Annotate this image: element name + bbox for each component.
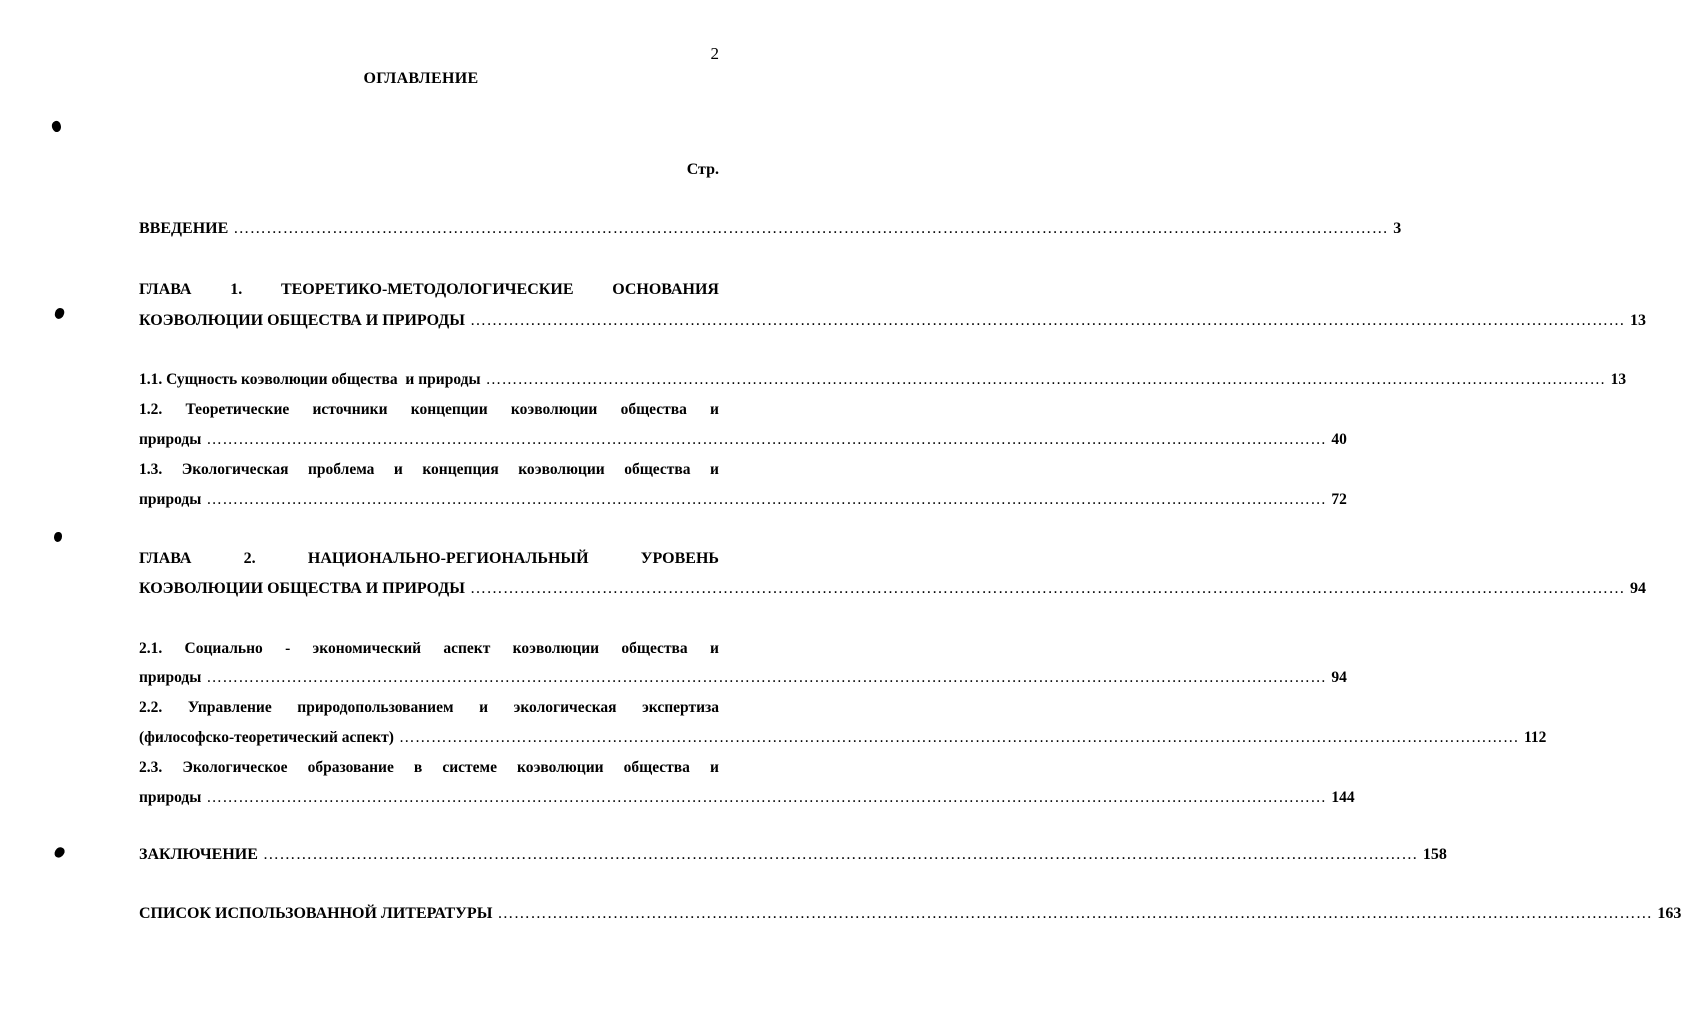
toc-leader-dots: ………………………………………………………………………………………………………………………………………………………………………………………… <box>469 580 1625 597</box>
page-title: ОГЛАВЛЕНИЕ <box>363 70 479 87</box>
word: Экологическое <box>182 759 288 776</box>
word: коэволюции <box>510 401 598 418</box>
toc-chapter1-title-line1[interactable] <box>139 281 719 303</box>
toc-page-number: 13 <box>1610 371 1627 388</box>
toc-section-1-3-line2[interactable] <box>139 491 1347 513</box>
word: общества <box>620 401 687 418</box>
word: и <box>393 461 403 478</box>
word: Теоретические <box>185 401 290 418</box>
toc-leader-dots: ………………………………………………………………………………………………………………………………………………………………………………………… <box>206 491 1327 508</box>
binding-hole-mark <box>54 307 66 320</box>
toc-page-number: 72 <box>1331 491 1347 508</box>
word: и <box>709 759 719 776</box>
toc-page-number: 13 <box>1629 312 1646 329</box>
toc-section-1-3-line1[interactable] <box>139 461 719 483</box>
toc-section-1-2-line2[interactable] <box>139 431 1347 453</box>
toc-entry-label: СПИСОК ИСПОЛЬЗОВАННОЙ ЛИТЕРАТУРЫ <box>139 905 493 922</box>
word: 1.3. <box>139 461 163 478</box>
word: проблема <box>307 461 375 478</box>
toc-page-number: 94 <box>1331 669 1347 686</box>
word: образование <box>307 759 394 776</box>
toc-section-1-2-line1[interactable] <box>139 401 719 423</box>
toc-entry-label: природы <box>139 491 202 508</box>
word: 1.2. <box>139 401 163 418</box>
word: 2.3. <box>139 759 163 776</box>
word: и <box>709 640 719 657</box>
toc-leader-dots: ………………………………………………………………………………………………………………………………………………………………………………………… <box>469 312 1625 329</box>
toc-entry-intro[interactable] <box>139 220 1402 242</box>
word: Управление <box>187 699 272 716</box>
toc-section-2-3-line2[interactable] <box>139 789 1355 811</box>
toc-chapter2-title-line1[interactable] <box>139 550 719 572</box>
toc-section-2-1-line1[interactable] <box>139 640 719 662</box>
word: и <box>710 401 719 418</box>
toc-section-2-3-line1[interactable] <box>139 759 719 781</box>
toc-leader-dots: ………………………………………………………………………………………………………………………………………………………………………………………… <box>206 789 1327 806</box>
word: концепция <box>422 461 499 478</box>
word: 2.1. <box>139 640 163 657</box>
toc-entry-label: 1.1. Сущность коэволюции общества и природы <box>139 371 481 388</box>
word: Социально <box>184 640 263 657</box>
binding-hole-mark <box>50 120 62 133</box>
toc-entry-label: КОЭВОЛЮЦИИ ОБЩЕСТВА И ПРИРОДЫ <box>139 312 465 329</box>
toc-section-2-1-line2[interactable] <box>139 669 1347 691</box>
toc-entry-conclusion[interactable] <box>139 846 1447 868</box>
word: УРОВЕНЬ <box>640 550 719 567</box>
toc-page-number: 144 <box>1331 789 1355 806</box>
word: 2. <box>243 550 256 567</box>
word: ТЕОРЕТИКО-МЕТОДОЛОГИЧЕСКИЕ <box>280 281 574 298</box>
toc-page-number: 158 <box>1422 846 1447 863</box>
toc-section-2-2-line1[interactable] <box>139 699 719 721</box>
toc-chapter1-title-line2[interactable] <box>139 312 1646 334</box>
toc-leader-dots: ………………………………………………………………………………………………………………………………………………………………………………………… <box>497 905 1653 922</box>
toc-page-number: 112 <box>1523 729 1547 746</box>
word: экономический <box>312 640 422 657</box>
word: природопользованием <box>297 699 454 716</box>
word: ОСНОВАНИЯ <box>612 281 719 298</box>
word: 1. <box>230 281 243 298</box>
word: в <box>413 759 423 776</box>
toc-page-number: 94 <box>1629 580 1646 597</box>
word: экспертиза <box>642 699 719 716</box>
word: концепции <box>410 401 488 418</box>
toc-entry-label: природы <box>139 669 202 686</box>
toc-leader-dots: ………………………………………………………………………………………………………………………………………………………………………………………… <box>206 431 1327 448</box>
word: системе <box>442 759 497 776</box>
word: ГЛАВА <box>139 281 192 298</box>
toc-section-2-2-line2[interactable] <box>139 729 1547 751</box>
word: - <box>285 640 291 657</box>
word: общества <box>624 461 691 478</box>
toc-leader-dots: ………………………………………………………………………………………………………………………………………………………………………………………… <box>206 669 1327 686</box>
toc-leader-dots: ………………………………………………………………………………………………………………………………………………………………………………………… <box>233 220 1389 237</box>
word: коэволюции <box>517 759 604 776</box>
word: и <box>479 699 489 716</box>
toc-section-1-1[interactable] <box>139 371 1627 393</box>
toc-page-number: 40 <box>1331 431 1347 448</box>
word: НАЦИОНАЛЬНО-РЕГИОНАЛЬНЫЙ <box>307 550 589 567</box>
word: и <box>709 461 719 478</box>
toc-entry-label: (философско-теоретический аспект) <box>139 729 394 746</box>
toc-entry-label: ВВЕДЕНИЕ <box>139 220 229 237</box>
binding-hole-mark <box>54 532 62 542</box>
word: аспект <box>443 640 491 657</box>
page-column-label: Стр. <box>686 161 719 178</box>
word: общества <box>623 759 690 776</box>
toc-chapter2-title-line2[interactable] <box>139 580 1646 602</box>
word: общества <box>621 640 688 657</box>
toc-page-number: 3 <box>1393 220 1402 237</box>
word: ГЛАВА <box>139 550 192 567</box>
toc-entry-references[interactable] <box>139 905 1681 927</box>
word: экологическая <box>513 699 617 716</box>
word: коэволюции <box>512 640 600 657</box>
toc-page-number: 163 <box>1657 905 1681 922</box>
toc-entry-label: природы <box>139 431 202 448</box>
word: коэволюции <box>518 461 605 478</box>
toc-entry-label: КОЭВОЛЮЦИИ ОБЩЕСТВА И ПРИРОДЫ <box>139 580 465 597</box>
toc-leader-dots: ………………………………………………………………………………………………………………………………………………………………………………………… <box>485 371 1606 388</box>
toc-leader-dots: ………………………………………………………………………………………………………………………………………………………………………………………… <box>398 729 1519 746</box>
toc-entry-label: природы <box>139 789 202 806</box>
word: 2.2. <box>139 699 163 716</box>
word: источники <box>312 401 388 418</box>
page-number: 2 <box>710 44 719 63</box>
toc-leader-dots: ………………………………………………………………………………………………………………………………………………………………………………………… <box>262 846 1418 863</box>
word: Экологическая <box>181 461 289 478</box>
toc-entry-label: ЗАКЛЮЧЕНИЕ <box>139 846 258 863</box>
binding-hole-mark <box>53 845 66 859</box>
